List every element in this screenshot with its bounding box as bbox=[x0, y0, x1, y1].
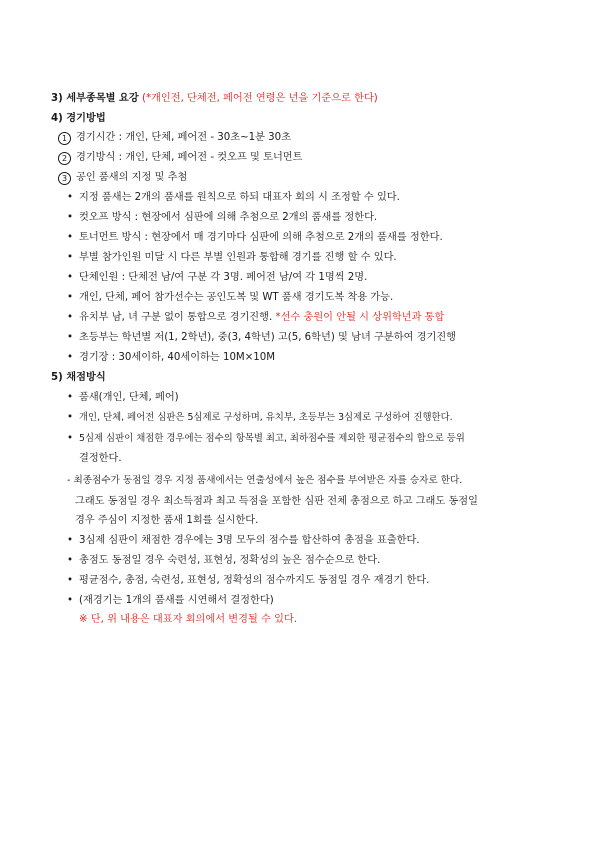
bullet-marker: • bbox=[67, 292, 74, 303]
youth-main: 유치부 남, 녀 구분 없이 통합으로 경기진행. bbox=[79, 312, 273, 323]
circled-number: 3 bbox=[58, 172, 71, 185]
bullet-text: 총점도 동점일 경우 숙련성, 표현성, 정확성의 높은 점수순으로 한다. bbox=[79, 555, 381, 566]
bullet-marker: • bbox=[67, 192, 74, 203]
method-item: 경기방식 : 개인, 단체, 페어전 - 컷오프 및 토너먼트 bbox=[76, 152, 303, 163]
bullet-marker: • bbox=[67, 232, 74, 243]
bullet-marker: • bbox=[67, 535, 74, 546]
section3-title: 3) 세부종목별 요강 bbox=[51, 93, 139, 104]
youth-red-note: *선수 충원이 안될 시 상위학년과 통합 bbox=[275, 312, 445, 323]
method-item: 경기시간 : 개인, 단체, 페어전 - 30초~1분 30초 bbox=[76, 132, 291, 143]
bullet-marker: • bbox=[67, 272, 74, 283]
bullet-marker: • bbox=[67, 595, 74, 606]
bullet-marker: • bbox=[67, 433, 74, 444]
bullet-text: 단체인원 : 단체전 남/여 구분 각 3명. 페어전 남/여 각 1명씩 2명. bbox=[79, 272, 368, 283]
section4-title: 4) 경기방법 bbox=[51, 113, 106, 124]
section3-note: (*개인전, 단체전, 페어전 연령은 년을 기준으로 한다) bbox=[141, 93, 378, 104]
bullet-continuation: 결정한다. bbox=[79, 453, 122, 464]
dash-line: 경우 주심이 지정한 품새 1회를 실시한다. bbox=[75, 515, 259, 526]
circled-number: 1 bbox=[58, 132, 71, 145]
bullet-marker: • bbox=[67, 575, 74, 586]
dash-line: - 최종점수가 동점일 경우 지정 품새에서는 연출성에서 높은 점수를 부여받은 자를 승자로 한다. bbox=[67, 475, 463, 486]
method-item: 공인 품새의 지정 및 추첨 bbox=[76, 172, 188, 183]
bullet-text: 평균점수, 총점, 숙련성, 표현성, 정확성의 점수까지도 동점일 경우 재경기 한다. bbox=[79, 575, 430, 586]
bullet-marker: • bbox=[67, 555, 74, 566]
bullet-text: 품새(개인, 단체, 페어) bbox=[79, 392, 179, 403]
bullet-marker: • bbox=[67, 212, 74, 223]
section5-title: 5) 채점방식 bbox=[51, 372, 106, 383]
dash-line: 그래도 동점일 경우 최소득점과 최고 득점을 포함한 심판 전체 총점으로 하고 그래도 동점일 bbox=[75, 496, 478, 507]
bullet-text: 컷오프 방식 : 현장에서 심판에 의해 추첨으로 2개의 품새를 정한다. bbox=[79, 212, 378, 223]
bullet-marker: • bbox=[67, 412, 74, 423]
bullet-marker: • bbox=[67, 332, 74, 343]
bullet-marker: • bbox=[67, 312, 74, 323]
bullet-text: 지정 품새는 2개의 품새를 원칙으로 하되 대표자 회의 시 조정할 수 있다. bbox=[79, 192, 400, 203]
bullet-text: 5심제 심판이 채점한 경우에는 점수의 항목별 최고, 최하점수를 제외한 평균점수의 합으로 등위 bbox=[79, 433, 465, 444]
bullet-text: (재경기는 1개의 품새를 시연해서 결정한다) bbox=[79, 595, 274, 606]
bullet-text: 초등부는 학년별 저(1, 2학년), 중(3, 4학년) 고(5, 6학년) 및 남녀 구분하여 경기진행 bbox=[79, 332, 457, 343]
section3-heading bbox=[51, 92, 378, 105]
bullet-text: 토너먼트 방식 : 현장에서 매 경기마다 심판에 의해 추첨으로 2개의 품새를 정한다. bbox=[79, 232, 443, 243]
bullet-text-youth bbox=[79, 311, 444, 324]
bullet-text: 경기장 : 30세이하, 40세이하는 10M×10M bbox=[79, 352, 276, 363]
bullet-marker: • bbox=[67, 252, 74, 263]
bullet-text: 개인, 단체, 페어 참가선수는 공인도복 및 WT 품새 경기도복 착용 가능. bbox=[79, 292, 394, 303]
circled-number: 2 bbox=[58, 152, 71, 165]
bullet-marker: • bbox=[67, 352, 74, 363]
final-note: ※ 단, 위 내용은 대표자 회의에서 변경될 수 있다. bbox=[79, 614, 298, 625]
bullet-text: 3심제 심판이 채점한 경우에는 3명 모두의 점수를 합산하여 총점을 표출한다. bbox=[79, 535, 420, 546]
bullet-text: 부별 참가인원 미달 시 다른 부별 인원과 통합해 경기를 진행 할 수 있다. bbox=[79, 252, 397, 263]
bullet-text: 개인, 단체, 페어전 심판은 5심제로 구성하며, 유치부, 초등부는 3심제로 구성하여 진행한다. bbox=[79, 412, 453, 423]
bullet-marker: • bbox=[67, 392, 74, 403]
